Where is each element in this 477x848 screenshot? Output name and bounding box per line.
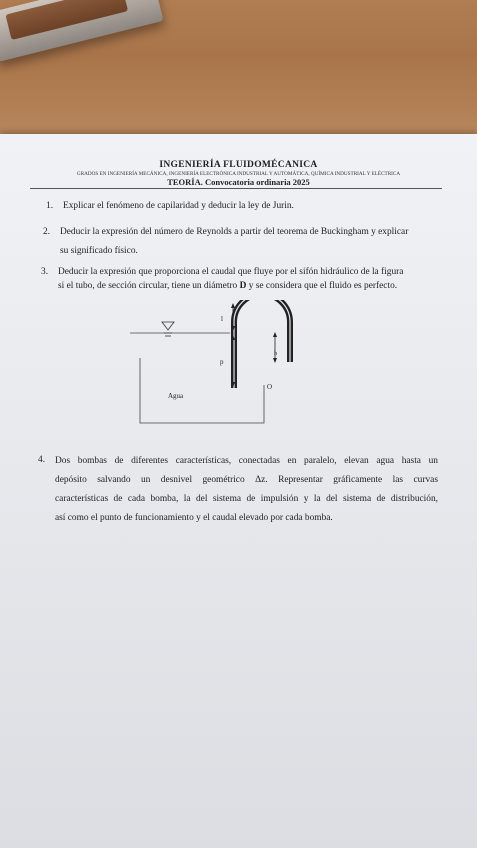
question-text: su significado físico. (60, 246, 138, 256)
question-text: Deducir la expresión que proporciona el caudal que fluye por el sifón hidráulico de la figura (58, 267, 404, 277)
siphon-figure (130, 300, 310, 430)
exam-sheet (0, 134, 477, 848)
siphon-tube (234, 300, 290, 388)
exam-title: TEORÍA. Convocatoria ordinaria 2025 (167, 177, 310, 187)
header-divider (30, 188, 442, 189)
question-text: Dos bombas de diferentes características, conectadas en paralelo, elevan agua hasta un (55, 456, 438, 466)
question-text: características de cada bomba, la del sistema de impulsión y la del sistema de distribución, (55, 494, 438, 504)
reservoir-outline (140, 358, 264, 423)
course-title: INGENIERÍA FLUIDOMÉCANICA (159, 160, 318, 170)
label-h: h (274, 351, 277, 357)
label-water: Agua (168, 392, 184, 400)
object-on-table (0, 0, 164, 62)
label-p: p (220, 358, 224, 366)
label-o: O (267, 383, 273, 391)
question-text-line2: si el tubo, de sección circular, tiene un diámetro D y se considera que el fluido es perfecto. (58, 281, 398, 291)
question-text: depósito salvando un desnivel geométrico Δz. Representar gráficamente las curvas (55, 475, 438, 485)
degrees-subtitle: GRADOS EN INGENIERÍA MECÁNICA, INGENIERÍA ELECTRÓNICA INDUSTRIAL Y AUTOMÁTICA, QUÍMICA INDUSTRIAL Y ELÉCTRICA (76, 171, 401, 177)
water-level-icon (162, 322, 174, 330)
table-surface (0, 0, 477, 140)
question-number: 3. (41, 267, 49, 277)
question-text: Explicar el fenómeno de capilaridad y deducir la ley de Jurin. (63, 201, 294, 211)
question-number: 1. (46, 201, 54, 211)
question-text: así como el punto de funcionamiento y el caudal elevado por cada bomba. (55, 513, 333, 523)
label-l: l (221, 315, 223, 323)
question-number: 2. (43, 227, 51, 237)
question-text: Deducir la expresión del número de Reynolds a partir del teorema de Buckingham y explicar (60, 227, 409, 237)
question-number: 4. (38, 455, 46, 465)
diameter-symbol: D (239, 281, 247, 291)
